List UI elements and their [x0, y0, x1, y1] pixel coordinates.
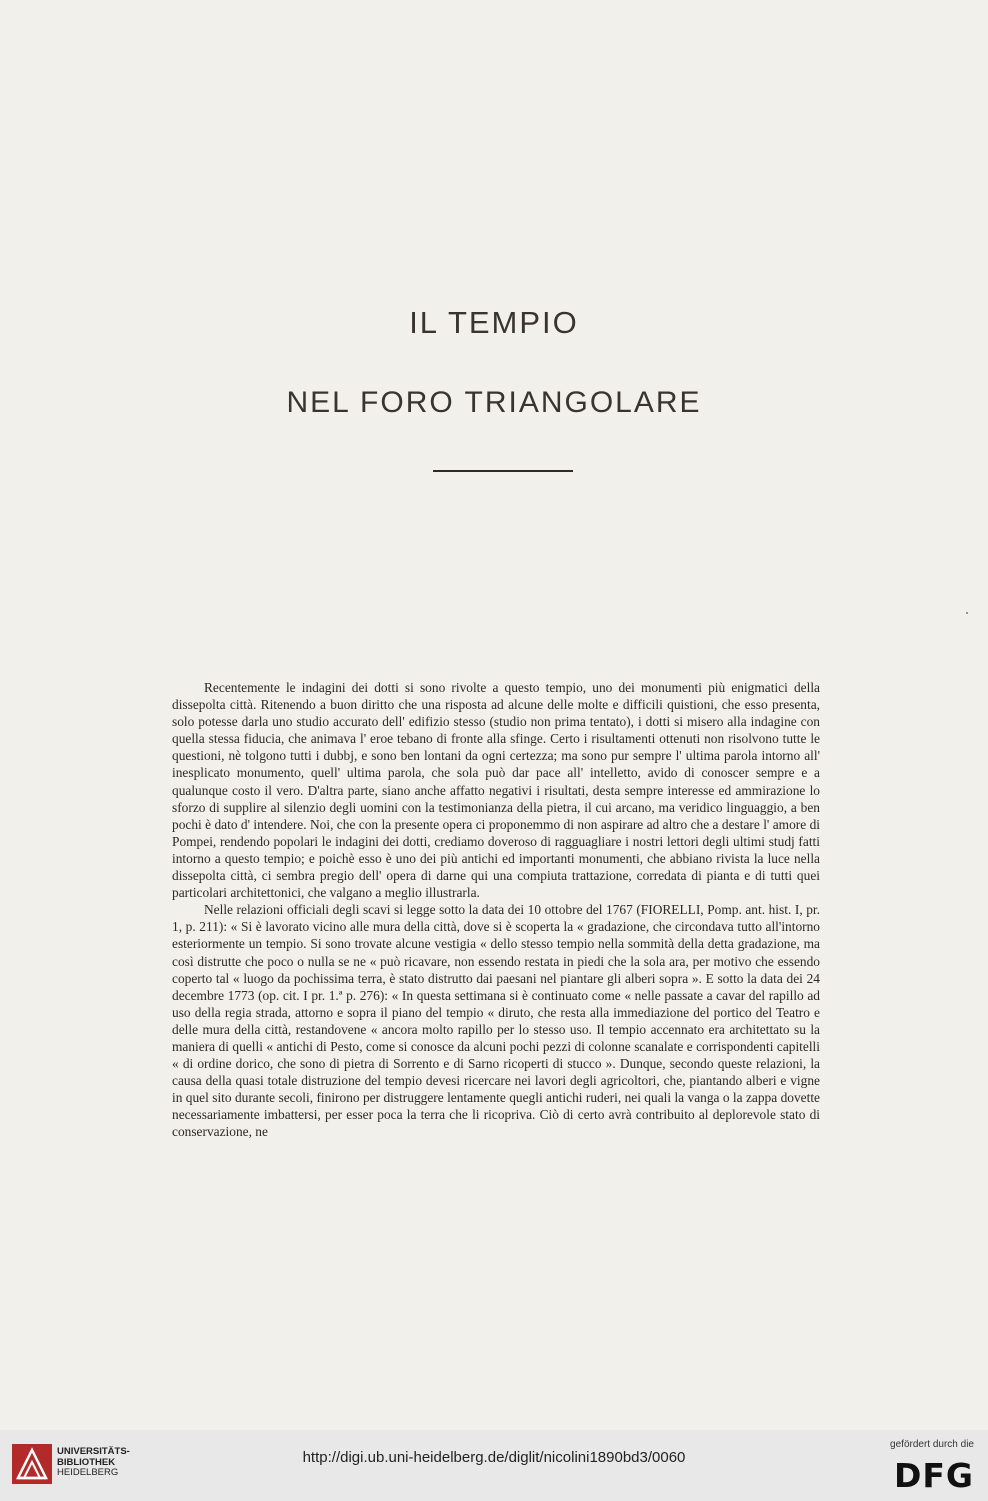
page-url-link[interactable]: http://digi.ub.uni-heidelberg.de/diglit/nicolini1890bd3/0060 [302, 1449, 686, 1466]
title-line-2: NEL FORO TRIANGOLARE [286, 386, 702, 419]
paragraph-1: Recentemente le indagini dei dotti si sono rivolte a questo tempio, uno dei monumenti più enigmatici della dissepolta città. Ritenendo a buon diritto che una risposta ad alcune delle molte e difficili quistioni, che esso presenta, solo potesse darla uno studio accurato dell' edifizio stesso (studio non prima tentato), i dotti si misero alla indagine con quella stessa fiducia, che animava l' eroe tebano di fronte alla sfinge. Certo i risultamenti ottenuti non risolvono tutte le questioni, nè tolgono tutti i dubbj, e sono ben lontani da ogni certezza; ma sono pur sempre l' ultima parola intorno all' inesplicato monumento, quell' ultima parola, che sola può dar pace all' intelletto, avido di conoscer sempre e a qualunque costo il vero. D'altra parte, siano anche affatto negativi i risultati, desta sempre interesse ed ammirazione lo sforzo di supplire al silenzio degli uomini con la testimonianza della pietra, il cui arcano, ma veridico linguaggio, a ben pochi è dato d' intendere. Noi, che con la presente opera ci proponemmo di non aspirare ad altro che a destare l' amore di Pompei, rendendo popolari le indagini dei dotti, crediamo doveroso di ragguagliare i nostri lettori degli ultimi studj fatti intorno a questo tempio; e poichè esso è uno dei più antichi ed importanti monumenti, che abbiano rivista la luce nella dissepolta città, ci sembra pregio dell' opera di darne qui una compiuta trattazione, corredata di pianta e di tutti quei particolari architettonici, che valgano a meglio illustrarla. [172, 680, 820, 901]
body-text [172, 679, 820, 1141]
viewer-footer [0, 1430, 988, 1501]
library-name-line-2: BIBLIOTHEK [57, 1456, 116, 1468]
title-divider [433, 470, 573, 472]
funding-label: gefördert durch die [890, 1439, 974, 1450]
paragraph-2: Nelle relazioni officiali degli scavi si legge sotto la data dei 10 ottobre del 1767 (FIORELLI, Pomp. ant. hist. I, pr. 1, p. 211): « Si è lavorato vicino alle mura della città, dove si è scoperta la « gradazione, che circondava tutto all'intorno esteriormente un tempio. Si sono trovate alcune vestigia « dello stesso tempio nella sommità della detta gradazione, ma così distrutte che poco o nulla se ne « può ricavare, non essendo restata in piedi che la sola ara, per motivo che essendo coperto tal « luogo da pochissima terra, è stato distrutto dai paesani nel piantare gli alberi sopra ». E sotto la data dei 24 decembre 1773 (op. cit. I pr. 1.ª p. 276): « In questa settimana si è continuato come « nelle passate a cavar del rapillo ad uso della regia strada, attorno e sopra il piano del tempio « diruto, che resta alla immediazione del portico del Teatro e delle mura della città, restandovene « ancora molto rapillo per lo stesso uso. Il tempio accennato era architettato su la maniera di quelli « antichi di Pesto, come si conosce da alcuni pochi pezzi di colonne scanalate e corrispondenti capitelli « di ordine dorico, che sono di pietra di Sorrento e di Sarno ricoperti di stucco ». Dunque, secondo queste relazioni, la causa della quasi totale distruzione del tempio devesi ricercare nei lavori degli agricoltori, che, piantando alberi e vigne in quel sito durante secoli, finirono per distruggere lentamente quegli antichi ruderi, nei quali la vanga o la zappa dovette necessariamente imbattersi, per esser poca la terra che li ricopriva. Ciò di certo avrà contribuito al deplorevole stato di conservazione, ne [172, 902, 820, 1140]
page-mark [966, 612, 968, 614]
library-name-line-3: HEIDELBERG [57, 1467, 119, 1478]
dfg-logo: DFG [893, 1456, 974, 1495]
title-line-1: IL TEMPIO [409, 305, 579, 340]
library-name-line-1: UNIVERSITÄTS- [57, 1446, 130, 1457]
